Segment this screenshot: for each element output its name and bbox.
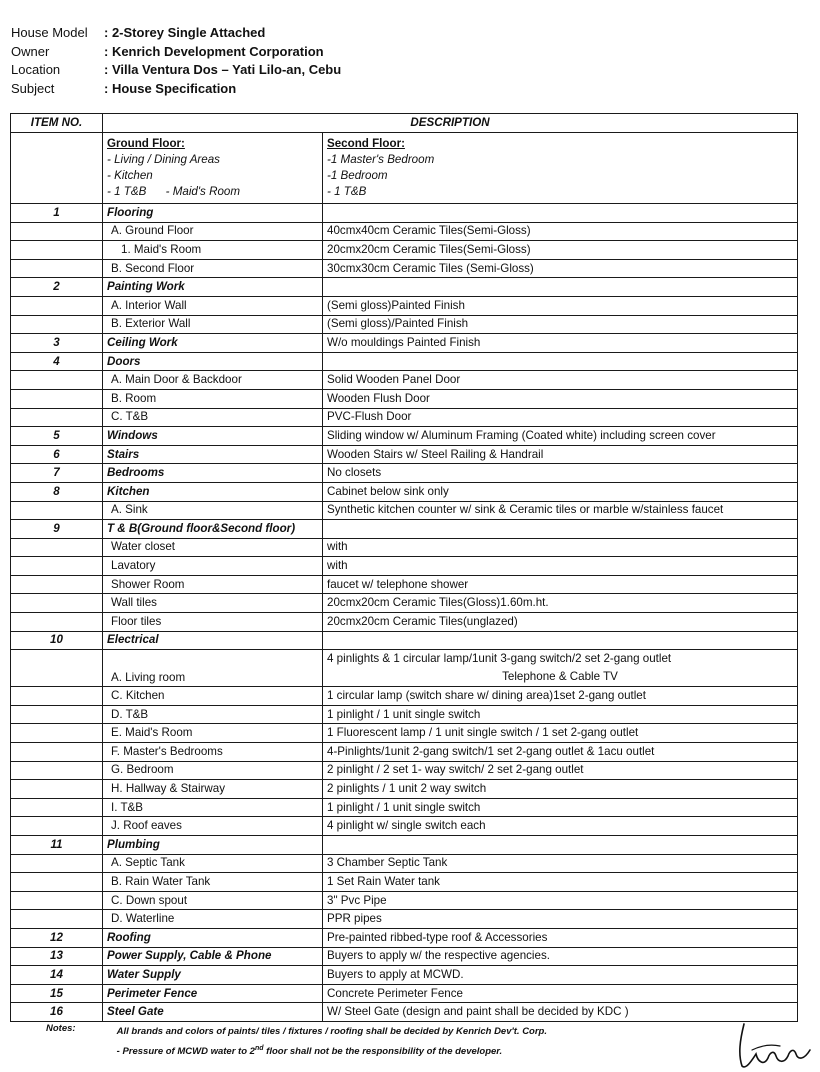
item-number: 14: [11, 966, 103, 985]
item-description: with: [323, 557, 798, 576]
table-row: [11, 408, 798, 427]
table-row: [11, 501, 798, 520]
item-label: B. Rain Water Tank: [103, 873, 323, 892]
description-line: Telephone & Cable TV: [502, 670, 618, 684]
table-row: [11, 650, 798, 687]
item-description: Synthetic kitchen counter w/ sink & Ceramic tiles or marble w/stainless faucet: [323, 501, 798, 520]
owner-row: [11, 43, 341, 62]
table-row: [11, 352, 798, 371]
item-number: 15: [11, 984, 103, 1003]
category-label: Doors: [103, 352, 323, 371]
item-label: B. Second Floor: [103, 259, 323, 278]
item-number: [11, 873, 103, 892]
description-header: DESCRIPTION: [103, 114, 798, 133]
item-number: 12: [11, 928, 103, 947]
item-description: 4-Pinlights/1unit 2-gang switch/1 set 2-gang outlet & 1acu outlet: [323, 743, 798, 762]
item-number: [11, 389, 103, 408]
table-row: [11, 222, 798, 241]
location-value: : Villa Ventura Dos – Yati Lilo-an, Cebu: [104, 62, 342, 77]
item-number: 11: [11, 836, 103, 855]
table-row: [11, 705, 798, 724]
ground-floor-item: - Living / Dining Areas: [107, 153, 220, 166]
table-header-row: [11, 114, 798, 133]
item-number: [11, 650, 103, 687]
table-row: [11, 204, 798, 223]
subject-label: Subject: [11, 80, 55, 96]
item-number: [11, 538, 103, 557]
item-no-header: ITEM NO.: [11, 114, 103, 133]
floor-summary-row: [11, 133, 798, 204]
notes-label: Notes:: [46, 1023, 76, 1034]
table-row: [11, 538, 798, 557]
item-label: A. Living room: [103, 650, 323, 687]
table-row: [11, 389, 798, 408]
ground-floor-item: - 1 T&B - Maid's Room: [107, 185, 240, 198]
item-description: [323, 631, 798, 650]
item-description: [323, 278, 798, 297]
item-description: 20cmx20cm Ceramic Tiles(Semi-Gloss): [323, 241, 798, 260]
item-label: D. T&B: [103, 705, 323, 724]
item-number: [11, 910, 103, 929]
item-description: Wooden Stairs w/ Steel Railing & Handrail: [323, 445, 798, 464]
subject-row: [11, 80, 341, 99]
item-number: [11, 854, 103, 873]
house-model-label: House Model: [11, 25, 88, 40]
floor-summary-item-cell: [11, 133, 103, 204]
item-description: 1 Set Rain Water tank: [323, 873, 798, 892]
item-number: [11, 557, 103, 576]
table-row: [11, 873, 798, 892]
item-description: [323, 352, 798, 371]
item-label: A. Septic Tank: [103, 854, 323, 873]
item-description: W/ Steel Gate (design and paint shall be decided by KDC ): [323, 1003, 798, 1022]
item-description: Buyers to apply at MCWD.: [323, 966, 798, 985]
table-row: [11, 427, 798, 446]
item-number: [11, 371, 103, 390]
item-description: 20cmx20cm Ceramic Tiles(unglazed): [323, 613, 798, 632]
item-description: 40cmx40cm Ceramic Tiles(Semi-Gloss): [323, 222, 798, 241]
item-label: A. Ground Floor: [103, 222, 323, 241]
category-label: Roofing: [103, 928, 323, 947]
table-row: [11, 984, 798, 1003]
subject-value: : House Specification: [104, 80, 237, 96]
item-number: 2: [11, 278, 103, 297]
item-label: 1. Maid's Room: [103, 241, 323, 260]
category-label: Kitchen: [103, 482, 323, 501]
category-label: Plumbing: [103, 836, 323, 855]
item-description: Cabinet below sink only: [323, 482, 798, 501]
category-label: Steel Gate: [103, 1003, 323, 1022]
item-label: Shower Room: [103, 575, 323, 594]
table-row: [11, 891, 798, 910]
item-description: with: [323, 538, 798, 557]
category-label: Windows: [103, 427, 323, 446]
item-number: [11, 222, 103, 241]
item-label: E. Maid's Room: [103, 724, 323, 743]
table-row: [11, 854, 798, 873]
specification-table: [10, 113, 798, 1022]
item-number: 16: [11, 1003, 103, 1022]
item-number: 7: [11, 464, 103, 483]
item-number: [11, 724, 103, 743]
table-row: [11, 817, 798, 836]
item-label: A. Sink: [103, 501, 323, 520]
table-row: [11, 687, 798, 706]
item-label: H. Hallway & Stairway: [103, 780, 323, 799]
second-floor-item: - 1 T&B: [327, 185, 367, 198]
category-label: Power Supply, Cable & Phone: [103, 947, 323, 966]
item-number: 13: [11, 947, 103, 966]
owner-value: : Kenrich Development Corporation: [104, 43, 324, 59]
item-label: C. Down spout: [103, 891, 323, 910]
item-label: A. Main Door & Backdoor: [103, 371, 323, 390]
item-label: Water closet: [103, 538, 323, 557]
item-description: Solid Wooden Panel Door: [323, 371, 798, 390]
table-row: [11, 1003, 798, 1022]
table-row: [11, 575, 798, 594]
item-number: 8: [11, 482, 103, 501]
owner-label: Owner: [11, 43, 50, 59]
ground-floor-item: - Kitchen: [107, 169, 153, 182]
item-description: (Semi gloss)/Painted Finish: [323, 315, 798, 334]
item-number: [11, 501, 103, 520]
item-description: [323, 836, 798, 855]
item-description: 1 Fluorescent lamp / 1 unit single switch / 1 set 2-gang outlet: [323, 724, 798, 743]
item-label: B. Exterior Wall: [103, 315, 323, 334]
table-row: [11, 743, 798, 762]
table-row: [11, 594, 798, 613]
table-row: [11, 371, 798, 390]
item-number: [11, 575, 103, 594]
house-model-row: [11, 24, 341, 43]
item-number: [11, 687, 103, 706]
second-floor-item: -1 Bedroom: [327, 169, 388, 182]
item-number: [11, 705, 103, 724]
table-row: [11, 278, 798, 297]
table-row: [11, 724, 798, 743]
table-row: [11, 928, 798, 947]
category-label: T & B(Ground floor&Second floor): [103, 520, 323, 539]
table-row: [11, 798, 798, 817]
item-description: 1 circular lamp (switch share w/ dining area)1set 2-gang outlet: [323, 687, 798, 706]
item-description: 4 pinlight w/ single switch each: [323, 817, 798, 836]
category-label: Water Supply: [103, 966, 323, 985]
item-description: (Semi gloss)Painted Finish: [323, 296, 798, 315]
item-number: [11, 817, 103, 836]
item-label: C. T&B: [103, 408, 323, 427]
item-number: [11, 891, 103, 910]
item-description: 1 pinlight / 1 unit single switch: [323, 798, 798, 817]
house-model-value: : 2-Storey Single Attached: [104, 25, 266, 40]
item-number: 10: [11, 631, 103, 650]
item-description: [323, 520, 798, 539]
item-number: [11, 296, 103, 315]
item-label: D. Waterline: [103, 910, 323, 929]
item-description: faucet w/ telephone shower: [323, 575, 798, 594]
item-number: [11, 594, 103, 613]
item-label: I. T&B: [103, 798, 323, 817]
location-label: Location: [11, 62, 61, 77]
table-row: [11, 315, 798, 334]
table-row: [11, 966, 798, 985]
second-floor-item: -1 Master's Bedroom: [327, 153, 435, 166]
item-number: [11, 743, 103, 762]
item-number: 5: [11, 427, 103, 446]
item-number: 4: [11, 352, 103, 371]
item-label: F. Master's Bedrooms: [103, 743, 323, 762]
item-number: [11, 798, 103, 817]
item-description: Sliding window w/ Aluminum Framing (Coated white) including screen cover: [323, 427, 798, 446]
item-description: 3 Chamber Septic Tank: [323, 854, 798, 873]
category-label: Electrical: [103, 631, 323, 650]
table-row: [11, 910, 798, 929]
item-description: Concrete Perimeter Fence: [323, 984, 798, 1003]
item-number: 9: [11, 520, 103, 539]
item-label: C. Kitchen: [103, 687, 323, 706]
item-number: 1: [11, 204, 103, 223]
document-header: [11, 24, 341, 98]
item-description: 20cmx20cm Ceramic Tiles(Gloss)1.60m.ht.: [323, 594, 798, 613]
item-description: [323, 650, 798, 687]
item-label: J. Roof eaves: [103, 817, 323, 836]
second-floor-title: Second Floor:: [327, 137, 405, 150]
table-row: [11, 241, 798, 260]
item-number: [11, 315, 103, 334]
category-label: Painting Work: [103, 278, 323, 297]
table-row: [11, 761, 798, 780]
table-row: [11, 631, 798, 650]
item-label: Lavatory: [103, 557, 323, 576]
item-number: [11, 259, 103, 278]
item-description: PVC-Flush Door: [323, 408, 798, 427]
table-row: [11, 947, 798, 966]
handwritten-signature-icon: [730, 1020, 818, 1072]
table-row: [11, 334, 798, 353]
note-line: - Pressure of MCWD water to 2nd floor shall not be the responsibility of the developer.: [116, 1045, 503, 1058]
item-number: [11, 761, 103, 780]
item-description: No closets: [323, 464, 798, 483]
category-label: Stairs: [103, 445, 323, 464]
second-floor-cell: [323, 133, 798, 204]
item-description: Wooden Flush Door: [323, 389, 798, 408]
table-row: [11, 464, 798, 483]
table-row: [11, 445, 798, 464]
item-description: Buyers to apply w/ the respective agencies.: [323, 947, 798, 966]
item-description: 30cmx30cm Ceramic Tiles (Semi-Gloss): [323, 259, 798, 278]
item-description: 2 pinlights / 1 unit 2 way switch: [323, 780, 798, 799]
table-row: [11, 296, 798, 315]
item-label: A. Interior Wall: [103, 296, 323, 315]
category-label: Ceiling Work: [103, 334, 323, 353]
table-row: [11, 259, 798, 278]
description-line: 4 pinlights & 1 circular lamp/1unit 3-gang switch/2 set 2-gang outlet: [327, 652, 672, 666]
item-label: Floor tiles: [103, 613, 323, 632]
category-label: Bedrooms: [103, 464, 323, 483]
category-label: Perimeter Fence: [103, 984, 323, 1003]
item-description: 2 pinlight / 2 set 1- way switch/ 2 set 2-gang outlet: [323, 761, 798, 780]
item-label: B. Room: [103, 389, 323, 408]
item-description: 1 pinlight / 1 unit single switch: [323, 705, 798, 724]
table-row: [11, 836, 798, 855]
table-row: [11, 557, 798, 576]
item-description: W/o mouldings Painted Finish: [323, 334, 798, 353]
note-line: All brands and colors of paints/ tiles / fixtures / roofing shall be decided by Kenrich Dev't. Corp.: [116, 1026, 548, 1037]
ground-floor-title: Ground Floor:: [107, 137, 185, 150]
item-number: 3: [11, 334, 103, 353]
item-description: Pre-painted ribbed-type roof & Accessories: [323, 928, 798, 947]
item-description: PPR pipes: [323, 910, 798, 929]
item-description: 3" Pvc Pipe: [323, 891, 798, 910]
notes-section: [46, 1023, 547, 1060]
table-row: [11, 482, 798, 501]
category-label: Flooring: [103, 204, 323, 223]
item-number: [11, 408, 103, 427]
item-label: G. Bedroom: [103, 761, 323, 780]
table-row: [11, 613, 798, 632]
table-row: [11, 780, 798, 799]
item-number: [11, 241, 103, 260]
table-row: [11, 520, 798, 539]
item-label: Wall tiles: [103, 594, 323, 613]
location-row: [11, 61, 341, 80]
item-number: [11, 780, 103, 799]
item-number: [11, 613, 103, 632]
item-number: 6: [11, 445, 103, 464]
item-description: [323, 204, 798, 223]
ground-floor-cell: [103, 133, 323, 204]
